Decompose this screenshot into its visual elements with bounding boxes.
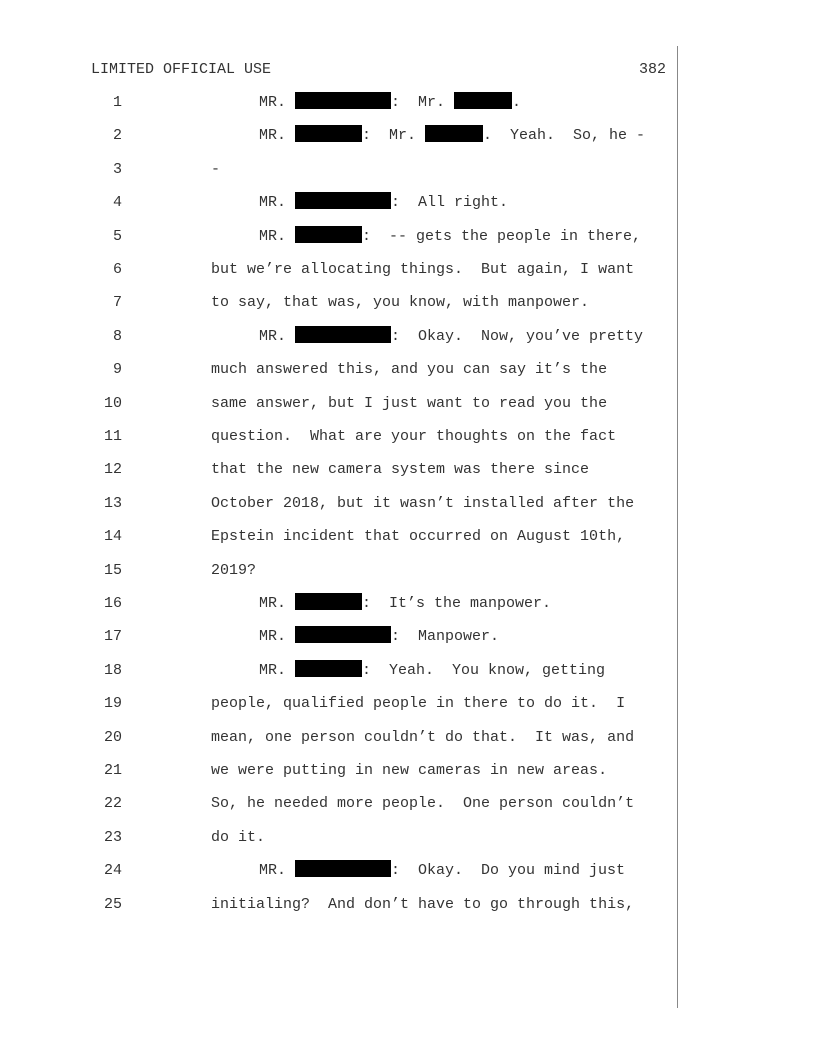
line-text-segment: MR. [259,94,296,111]
line-text-segment: MR. [259,661,296,679]
line-text-segment: : Okay. Do you mind just [391,862,626,880]
redaction-box [454,92,512,109]
line-text-segment: MR. [259,862,296,880]
line-text-segment: : -- gets the people in there, [362,227,642,245]
line-text-segment: MR. [259,194,296,212]
line-text-segment: MR. [259,327,296,345]
line-number: 17 [103,628,122,646]
line-number: 4 [112,194,122,212]
line-number: 24 [103,862,122,880]
line-number: 22 [103,795,122,813]
transcript-line [0,625,816,649]
line-text-segment: to say, that was, you know, with manpower. [211,294,590,312]
line-text-segment: MR. [259,227,296,245]
line-number: 16 [103,595,122,612]
transcript-line [0,559,816,583]
line-number: 11 [103,428,122,445]
line-text-segment: we were putting in new cameras in new areas. [211,762,608,779]
transcript-line [0,592,816,616]
line-text [211,826,265,850]
transcript-line [0,859,816,883]
redaction-box [295,92,391,109]
redaction-box [295,326,391,343]
transcript-line [0,826,816,850]
line-text-segment: Epstein incident that occurred on August 10th, [211,528,626,546]
line-number: 5 [112,227,122,245]
page-number: 382 [638,61,666,78]
redaction-box [295,125,362,142]
transcript-line [0,325,816,349]
line-number: 25 [103,895,122,913]
line-number: 7 [112,294,122,312]
line-text [211,692,625,716]
line-text [211,325,643,349]
line-text [211,559,256,583]
line-number: 23 [103,828,122,846]
line-number: 18 [103,661,122,679]
transcript-line [0,225,816,249]
line-text [211,859,625,883]
line-text-segment: question. What are your thoughts on the fact [211,428,617,445]
line-text-segment: : It’s the manpower. [362,595,552,612]
line-number: 13 [103,494,122,512]
transcript-line [0,258,816,282]
line-text [211,392,607,416]
line-text-segment: So, he needed more people. One person couldn’t [211,795,635,813]
line-number: 6 [112,261,122,278]
transcript-line [0,291,816,315]
line-text [211,191,508,215]
line-text [211,592,551,616]
line-text-segment: MR. [259,628,296,646]
line-text-segment: mean, one person couldn’t do that. It was, and [211,728,635,746]
line-text-segment: people, qualified people in there to do it. I [211,695,626,713]
transcript-line [0,492,816,516]
page-header-classification: LIMITED OFFICIAL USE [91,61,272,78]
line-number: 10 [103,394,122,412]
line-text-segment: - [211,160,221,178]
line-number: 15 [103,561,122,579]
line-text [211,124,645,148]
line-text [211,659,605,683]
transcript-line [0,91,816,115]
line-text [211,458,589,482]
line-text [211,291,589,315]
line-text-segment: : Mr. [362,127,426,145]
transcript-line [0,759,816,783]
line-text [211,358,607,382]
line-text [211,492,634,516]
transcript-line [0,358,816,382]
line-text [211,225,641,249]
redaction-box [295,860,391,877]
line-text-segment: : Yeah. You know, getting [362,661,606,679]
line-number: 1 [112,94,122,111]
line-text-segment: : All right. [391,194,509,212]
transcript-line [0,525,816,549]
line-text-segment: that the new camera system was there since [211,461,590,479]
transcript-line [0,726,816,750]
line-number: 19 [103,695,122,713]
line-text [211,91,521,115]
transcript-line [0,692,816,716]
transcript-line [0,458,816,482]
line-text [211,258,634,282]
transcript-line [0,893,816,917]
redaction-box [295,660,362,677]
line-text-segment: . Yeah. So, he - [483,127,646,145]
line-text [211,792,634,816]
redaction-box [295,593,362,610]
line-text [211,625,499,649]
line-number: 14 [103,528,122,546]
line-text-segment: : Okay. Now, you’ve pretty [391,327,644,345]
line-text [211,759,607,783]
line-number: 21 [103,762,122,779]
line-number: 8 [112,327,122,345]
line-text-segment: MR. [259,127,296,145]
line-number: 2 [112,127,122,145]
line-text-segment: 2019? [211,561,257,579]
line-text [211,726,634,750]
line-text-segment: same answer, but I just want to read you the [211,394,608,412]
line-text-segment: . [512,94,522,111]
redaction-box [295,626,391,643]
line-text-segment: October 2018, but it wasn’t installed after the [211,494,635,512]
line-text [211,525,625,549]
transcript-line [0,425,816,449]
line-number: 9 [112,361,122,379]
line-number: 12 [103,461,122,479]
line-text-segment: : Mr. [391,94,455,111]
transcript-line [0,124,816,148]
redaction-box [295,226,362,243]
line-text-segment: much answered this, and you can say it’s the [211,361,608,379]
line-text [211,425,616,449]
transcript-line [0,191,816,215]
line-text-segment: do it. [211,828,266,846]
line-number: 3 [112,160,122,178]
line-text-segment: initialing? And don’t have to go through this, [211,895,635,913]
line-number: 20 [103,728,122,746]
transcript-line [0,392,816,416]
line-text-segment: but we’re allocating things. But again, I want [211,261,635,278]
redaction-box [425,125,483,142]
line-text-segment: : Manpower. [391,628,500,646]
line-text-segment: MR. [259,595,296,612]
transcript-line [0,158,816,182]
transcript-line [0,792,816,816]
line-text [211,158,220,182]
line-text [211,893,634,917]
redaction-box [295,192,391,209]
transcript-line [0,659,816,683]
